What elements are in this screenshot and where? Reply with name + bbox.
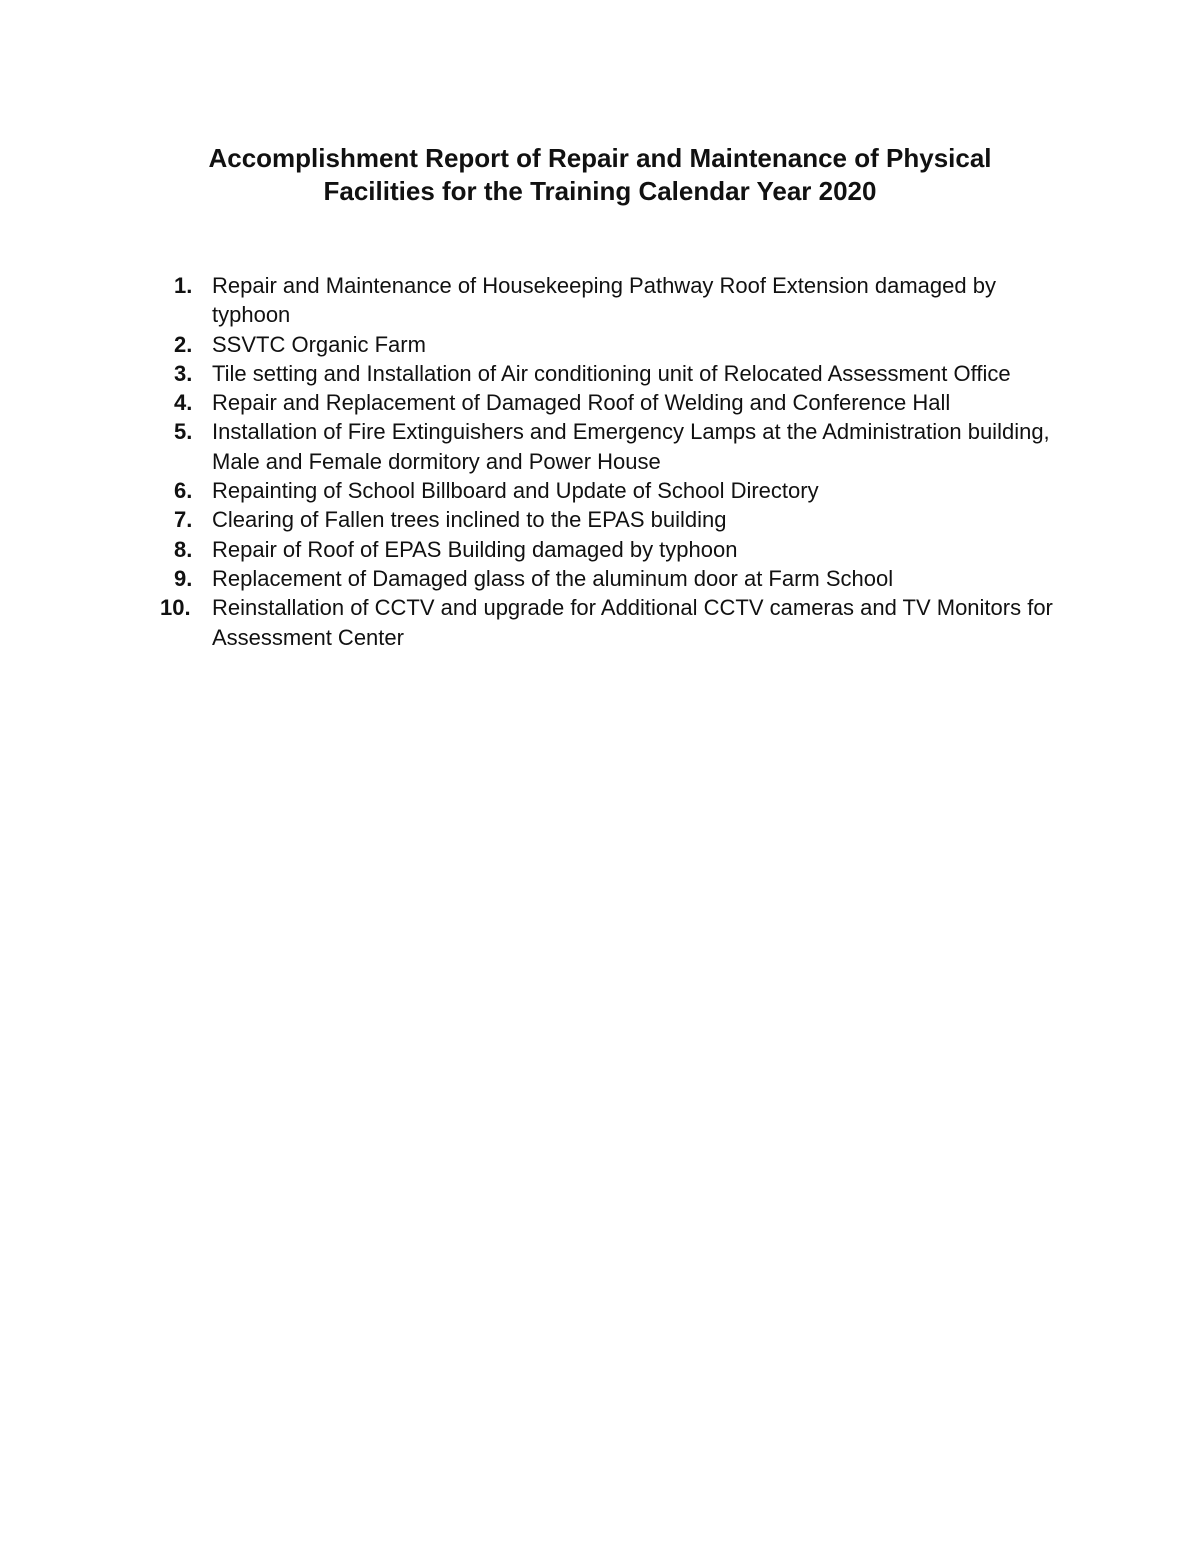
list-item: [160, 388, 1080, 417]
item-text: Reinstallation of CCTV and upgrade for Additional CCTV cameras and TV Monitors for Assessment Center: [212, 595, 1053, 650]
title-line-2: Facilities for the Training Calendar Year 2020: [323, 176, 877, 206]
item-text: Installation of Fire Extinguishers and Emergency Lamps at the Administration building, Male and Female dormitory and Power House: [212, 419, 1050, 474]
item-number: 6.: [174, 478, 193, 504]
list-item: [160, 564, 1080, 593]
item-text: Repainting of School Billboard and Update of School Directory: [212, 478, 819, 504]
item-number: 4.: [174, 390, 193, 416]
accomplishment-list: [160, 271, 1080, 652]
item-number: 8.: [174, 536, 193, 562]
item-number: 7.: [174, 507, 193, 533]
list-item: [160, 271, 1080, 330]
list-item: [160, 476, 1080, 505]
page-title: [150, 142, 1050, 208]
item-number: 5.: [174, 419, 193, 445]
item-text: Repair and Maintenance of Housekeeping Pathway Roof Extension damaged by typhoon: [212, 273, 996, 328]
item-text: Tile setting and Installation of Air conditioning unit of Relocated Assessment Office: [212, 360, 1011, 386]
title-line-1: Accomplishment Report of Repair and Maintenance of Physical: [208, 143, 992, 173]
item-number: 3.: [174, 360, 193, 386]
item-text: Replacement of Damaged glass of the aluminum door at Farm School: [212, 565, 894, 591]
list-item: [160, 505, 1080, 534]
list-item: [160, 417, 1080, 476]
item-text: Repair and Replacement of Damaged Roof of Welding and Conference Hall: [212, 390, 951, 416]
list-item: [160, 593, 1080, 652]
item-number: 10.: [160, 595, 191, 621]
item-text: Clearing of Fallen trees inclined to the EPAS building: [212, 507, 727, 533]
item-number: 9.: [174, 565, 193, 591]
item-text: SSVTC Organic Farm: [212, 331, 426, 357]
list-item: [160, 535, 1080, 564]
item-text: Repair of Roof of EPAS Building damaged by typhoon: [212, 536, 738, 562]
list-item: [160, 330, 1080, 359]
item-number: 1.: [174, 273, 193, 298]
list-item: [160, 359, 1080, 388]
item-number: 2.: [174, 331, 193, 357]
